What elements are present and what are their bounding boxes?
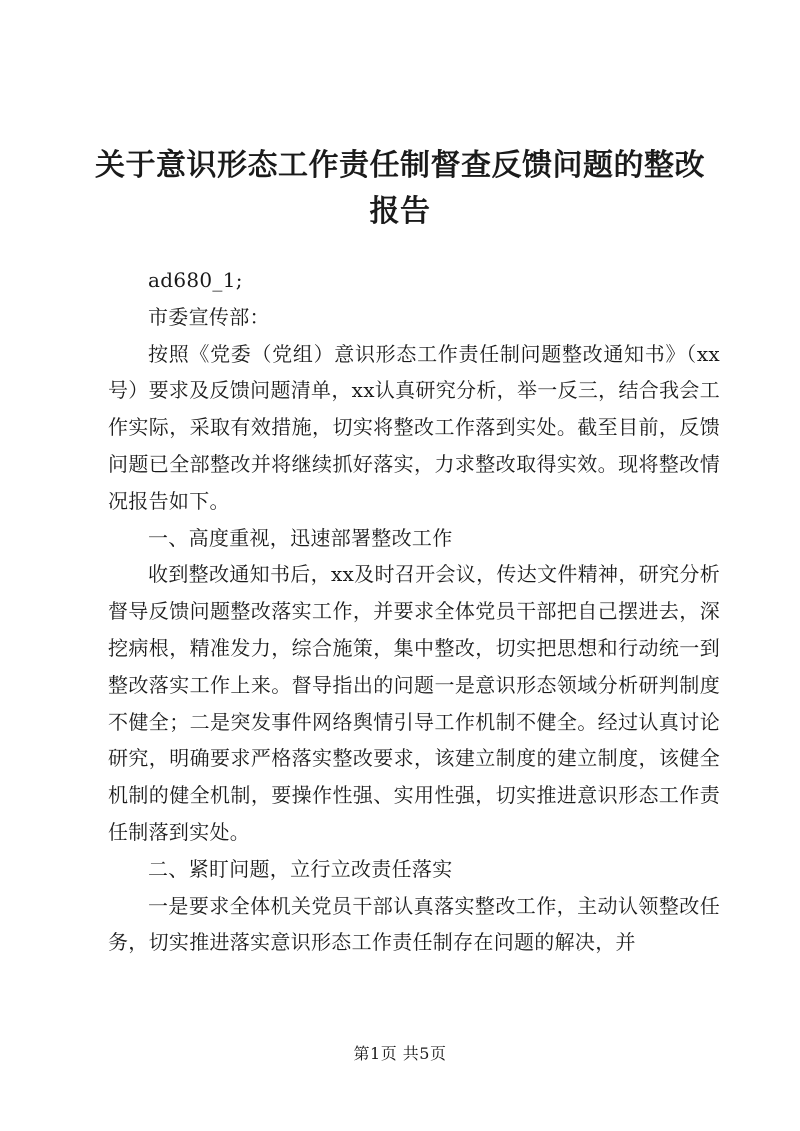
paragraph-addressee: 市委宣传部：	[148, 304, 270, 329]
document-title: 关于意识形态工作责任制督查反馈问题的整改报告	[95, 148, 705, 229]
paragraph-section-one: 收到整改通知书后，xx及时召开会议，传达文件精神，研究分析督导反馈问题整改落实工作，并要求全体党员干部把自己摆进去，深挖病根，精准发力，综合施策，集中整改，切实把思想和行动统一到整改落实工作上来。督导指出的问题一是意识形态领域分析研判制度不健全；二是突发事件网络舆情引导工作机制不健全。经过认真讨论研究，明确要求严格落实整改要求，该建立制度的建立制度，该健全机制的健全机制，要操作性强、实用性强，切实推进意识形态工作责任制落到实处。	[108, 562, 720, 844]
section-heading-two: 二、紧盯问题，立行立改责任落实	[148, 856, 453, 881]
paragraph-introduction: 按照《党委（党组）意识形态工作责任制问题整改通知书》（xx号）要求及反馈问题清单，xx认真研究分析，举一反三，结合我会工作实际，采取有效措施，切实将整改工作落到实处。截至目前，反馈问题已全部整改并将继续抓好落实，力求整改取得实效。现将整改情况报告如下。	[108, 341, 720, 513]
paragraph-reference-code: ad680_1;	[148, 268, 243, 292]
page-number-footer: 第1页 共5页	[353, 1044, 447, 1063]
paragraph-section-two: 一是要求全体机关党员干部认真落实整改工作，主动认领整改任务，切实推进落实意识形态工作责任制存在问题的解决，并	[108, 893, 720, 955]
document-body	[108, 262, 720, 961]
section-heading-one: 一、高度重视，迅速部署整改工作	[148, 525, 453, 550]
